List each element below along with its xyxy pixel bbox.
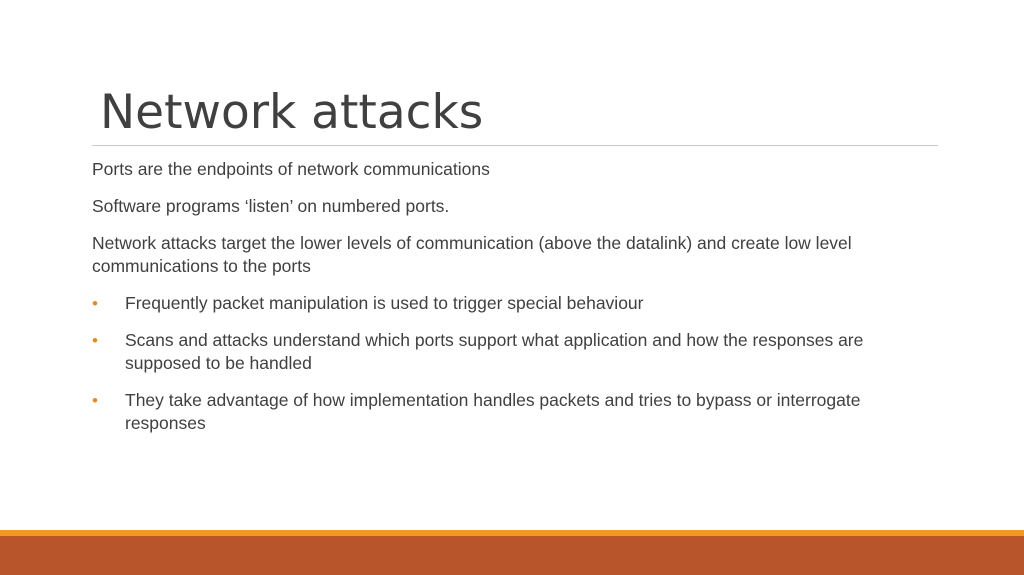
bullet-icon: • [92,391,98,410]
slide-title: Network attacks [100,85,484,140]
body-paragraph-listen: Software programs ‘listen’ on numbered ports. [92,196,450,216]
title-divider [92,145,938,146]
bullet-item-implementation [92,389,932,435]
bullet-text: Frequently packet manipulation is used to trigger special behaviour [125,293,644,313]
footer-bar [0,536,1024,575]
body-paragraph-attacks: Network attacks target the lower levels of communication (above the datalink) and create low level communications to the ports [92,233,852,276]
bullet-item-packet-manipulation [92,292,932,315]
slide-body [92,158,932,449]
bullet-text: They take advantage of how implementation handles packets and tries to bypass or interrogate responses [125,390,861,433]
bullet-item-scans [92,329,932,375]
bullet-icon: • [92,294,98,313]
bullet-icon: • [92,331,98,350]
bullet-text: Scans and attacks understand which ports support what application and how the responses are supposed to be handled [125,330,864,373]
body-paragraph-ports: Ports are the endpoints of network communications [92,159,490,179]
